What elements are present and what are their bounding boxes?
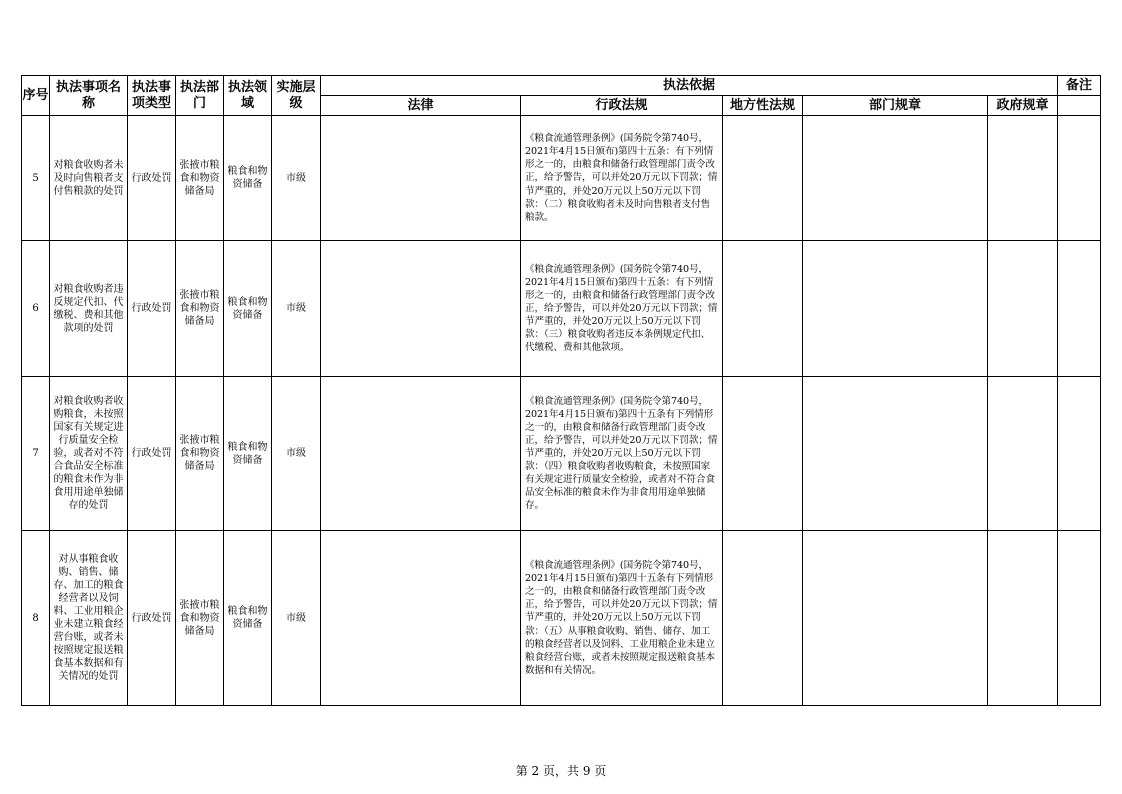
- table-row: [22, 116, 1101, 241]
- cell-department: 张掖市粮食和物资储备局: [176, 531, 224, 706]
- cell-admin-regulation: 《粮食流通管理条例》(国务院令第740号，2021年4月15日颁布)第四十五条有下列情形之一的，由粮食和储备行政管理部门责令改正，给予警告，可以并处20万元以下罚款；情节严重的，并处20万元以上50万元以下罚款：（四）粮食收购者收购粮食，未按照国家有关规定进行质量安全检验，或者对不符合食品安全标准的粮食未作为非食用用途单独储存。: [521, 377, 723, 531]
- cell-field: 粮食和物资储备: [224, 116, 272, 241]
- header-item-type: 执法事项类型: [128, 76, 176, 116]
- header-level: 实施层级: [272, 76, 321, 116]
- cell-seq: 8: [22, 531, 50, 706]
- cell-department: 张掖市粮食和物资储备局: [176, 241, 224, 377]
- cell-admin-regulation: 《粮食流通管理条例》(国务院令第740号，2021年4月15日颁布)第四十五条：有下列情形之一的，由粮食和储备行政管理部门责令改正，给予警告，可以并处20万元以下罚款；情节严重的，并处20万元以上50万元以下罚款：（三）粮食收购者违反本条例规定代扣、代缴税、费和其他款项。: [521, 241, 723, 377]
- cell-level: 市级: [272, 241, 321, 377]
- cell-remarks: [1058, 377, 1101, 531]
- cell-seq: 6: [22, 241, 50, 377]
- cell-field: 粮食和物资储备: [224, 377, 272, 531]
- cell-item-name: 对粮食收购者收购粮食，未按照国家有关规定进行质量安全检验，或者对不符合食品安全标准的粮食未作为非食用用途单独储存的处罚: [50, 377, 128, 531]
- header-remarks-blank: [1058, 96, 1101, 116]
- cell-remarks: [1058, 241, 1101, 377]
- cell-level: 市级: [272, 531, 321, 706]
- cell-dept-rule: [803, 116, 988, 241]
- cell-admin-regulation: 《粮食流通管理条例》(国务院令第740号，2021年4月15日颁布)第四十五条：有下列情形之一的，由粮食和储备行政管理部门责令改正，给予警告，可以并处20万元以下罚款；情节严重的，并处20万元以上50万元以下罚款：（二）粮食收购者未及时向售粮者支付售粮款。: [521, 116, 723, 241]
- cell-law: [321, 241, 521, 377]
- cell-item-type: 行政处罚: [128, 241, 176, 377]
- header-dept-rule: 部门规章: [803, 96, 988, 116]
- cell-item-type: 行政处罚: [128, 116, 176, 241]
- header-row-1: [22, 76, 1101, 96]
- table-row: [22, 531, 1101, 706]
- cell-item-name: 对从事粮食收购、销售、储存、加工的粮食经营者以及饲料、工业用粮企业未建立粮食经营台账，或者未按照规定报送粮食基本数据和有关情况的处罚: [50, 531, 128, 706]
- cell-remarks: [1058, 531, 1101, 706]
- cell-remarks: [1058, 116, 1101, 241]
- header-department: 执法部门: [176, 76, 224, 116]
- cell-local-regulation: [723, 116, 803, 241]
- cell-item-name: 对粮食收购者违反规定代扣、代缴税、费和其他款项的处罚: [50, 241, 128, 377]
- header-field: 执法领域: [224, 76, 272, 116]
- cell-dept-rule: [803, 531, 988, 706]
- cell-law: [321, 377, 521, 531]
- header-item-name: 执法事项名称: [50, 76, 128, 116]
- cell-field: 粮食和物资储备: [224, 531, 272, 706]
- table-row: [22, 377, 1101, 531]
- cell-dept-rule: [803, 377, 988, 531]
- cell-law: [321, 531, 521, 706]
- cell-gov-rule: [988, 241, 1058, 377]
- cell-local-regulation: [723, 241, 803, 377]
- cell-gov-rule: [988, 116, 1058, 241]
- header-law: 法律: [321, 96, 521, 116]
- cell-seq: 7: [22, 377, 50, 531]
- table-row: [22, 241, 1101, 377]
- header-gov-rule: 政府规章: [988, 96, 1058, 116]
- header-admin-regulation: 行政法规: [521, 96, 723, 116]
- cell-department: 张掖市粮食和物资储备局: [176, 377, 224, 531]
- cell-level: 市级: [272, 377, 321, 531]
- cell-local-regulation: [723, 531, 803, 706]
- cell-admin-regulation: 《粮食流通管理条例》(国务院令第740号，2021年4月15日颁布)第四十五条有下列情形之一的，由粮食和储备行政管理部门责令改正，给予警告，可以并处20万元以下罚款；情节严重的，并处20万元以上50万元以下罚款：（五）从事粮食收购、销售、储存、加工的粮食经营者以及饲料、工业用粮企业未建立粮食经营台账，或者未按照规定报送粮食基本数据和有关情况。: [521, 531, 723, 706]
- header-local-regulation: 地方性法规: [723, 96, 803, 116]
- enforcement-table: [21, 75, 1101, 706]
- cell-item-type: 行政处罚: [128, 531, 176, 706]
- header-seq: 序号: [22, 76, 50, 116]
- cell-gov-rule: [988, 377, 1058, 531]
- cell-seq: 5: [22, 116, 50, 241]
- cell-dept-rule: [803, 241, 988, 377]
- cell-department: 张掖市粮食和物资储备局: [176, 116, 224, 241]
- header-remarks: 备注: [1058, 76, 1101, 96]
- cell-field: 粮食和物资储备: [224, 241, 272, 377]
- cell-item-type: 行政处罚: [128, 377, 176, 531]
- cell-law: [321, 116, 521, 241]
- header-basis: 执法依据: [321, 76, 1058, 96]
- cell-item-name: 对粮食收购者未及时向售粮者支付售粮款的处罚: [50, 116, 128, 241]
- cell-local-regulation: [723, 377, 803, 531]
- cell-gov-rule: [988, 531, 1058, 706]
- cell-level: 市级: [272, 116, 321, 241]
- page-footer: 第 2 页，共 9 页: [515, 764, 607, 778]
